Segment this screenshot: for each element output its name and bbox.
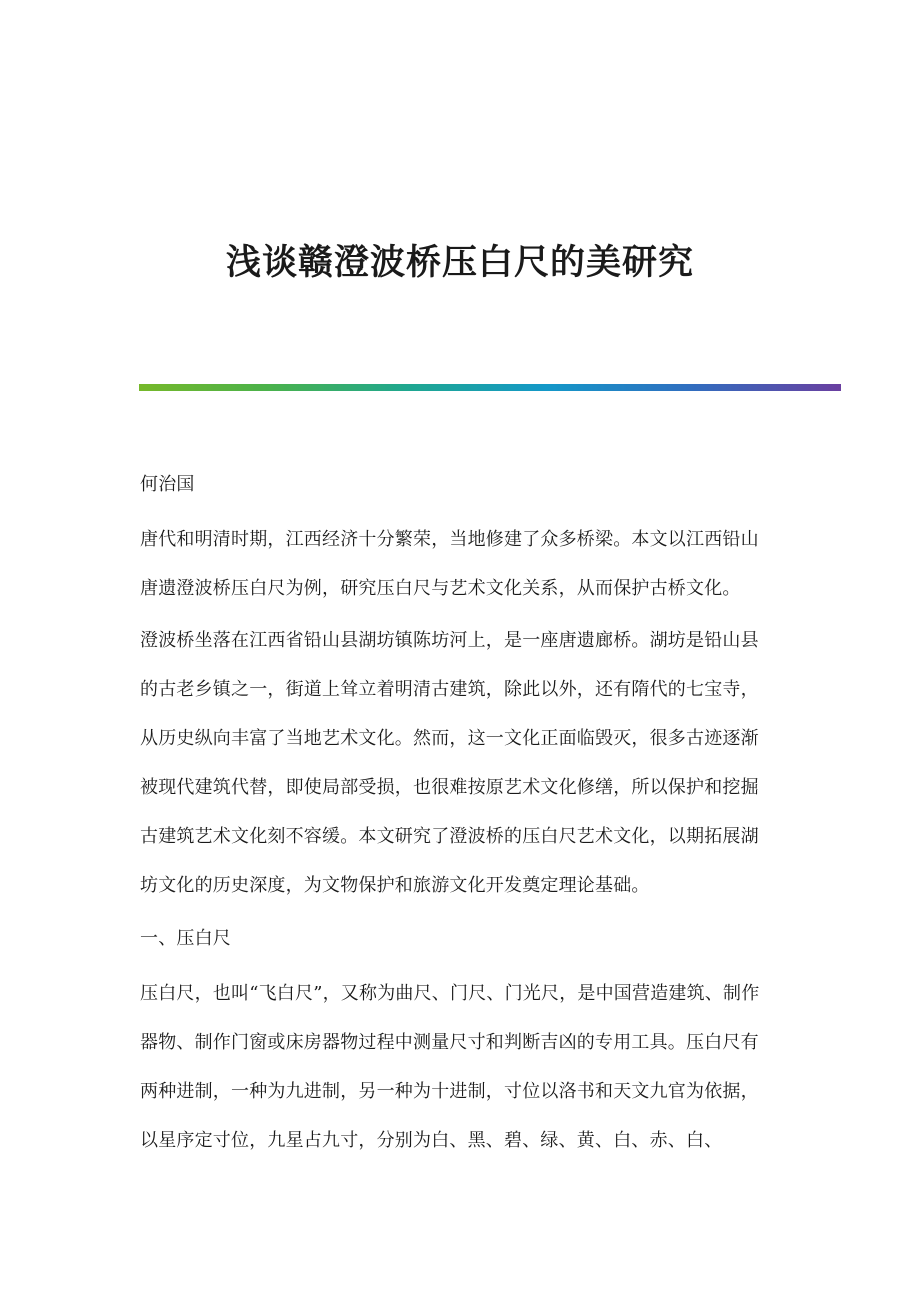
abstract-paragraph: 唐代和明清时期，江西经济十分繁荣，当地修建了众多桥梁。本文以江西铅山唐遗澄波桥压白尺为例，研究压白尺与艺术文化关系，从而保护古桥文化。 [140, 529, 759, 599]
section-heading: 一、压白尺 [140, 928, 231, 949]
document-title: 浅谈赣澄波桥压白尺的美研究 [225, 242, 694, 284]
title-divider [139, 384, 841, 391]
author-name: 何治国 [140, 474, 195, 495]
intro-paragraph: 澄波桥坐落在江西省铅山县湖坊镇陈坊河上，是一座唐遗廊桥。湖坊是铅山县的古老乡镇之一，街道上耸立着明清古建筑，除此以外，还有隋代的七宝寺，从历史纵向丰富了当地艺术文化。然而，这一文化正面临毁灭，很多古迹逐渐被现代建筑代替，即使局部受损，也很难按原艺术文化修缮，所以保护和挖掘古建筑艺术文化刻不容缓。本文研究了澄波桥的压白尺艺术文化，以期拓展湖坊文化的历史深度，为文物保护和旅游文化开发奠定理论基础。 [140, 630, 759, 896]
section-paragraph: 压白尺，也叫“飞白尺”，又称为曲尺、门尺、门光尺，是中国营造建筑、制作器物、制作门窗或床房器物过程中测量尺寸和判断吉凶的专用工具。压白尺有两种进制，一种为九进制，另一种为十进制，寸位以洛书和天文九官为依据，以星序定寸位，九星占九寸，分别为白、黑、碧、绿、黄、白、赤、白、 [140, 983, 760, 1151]
